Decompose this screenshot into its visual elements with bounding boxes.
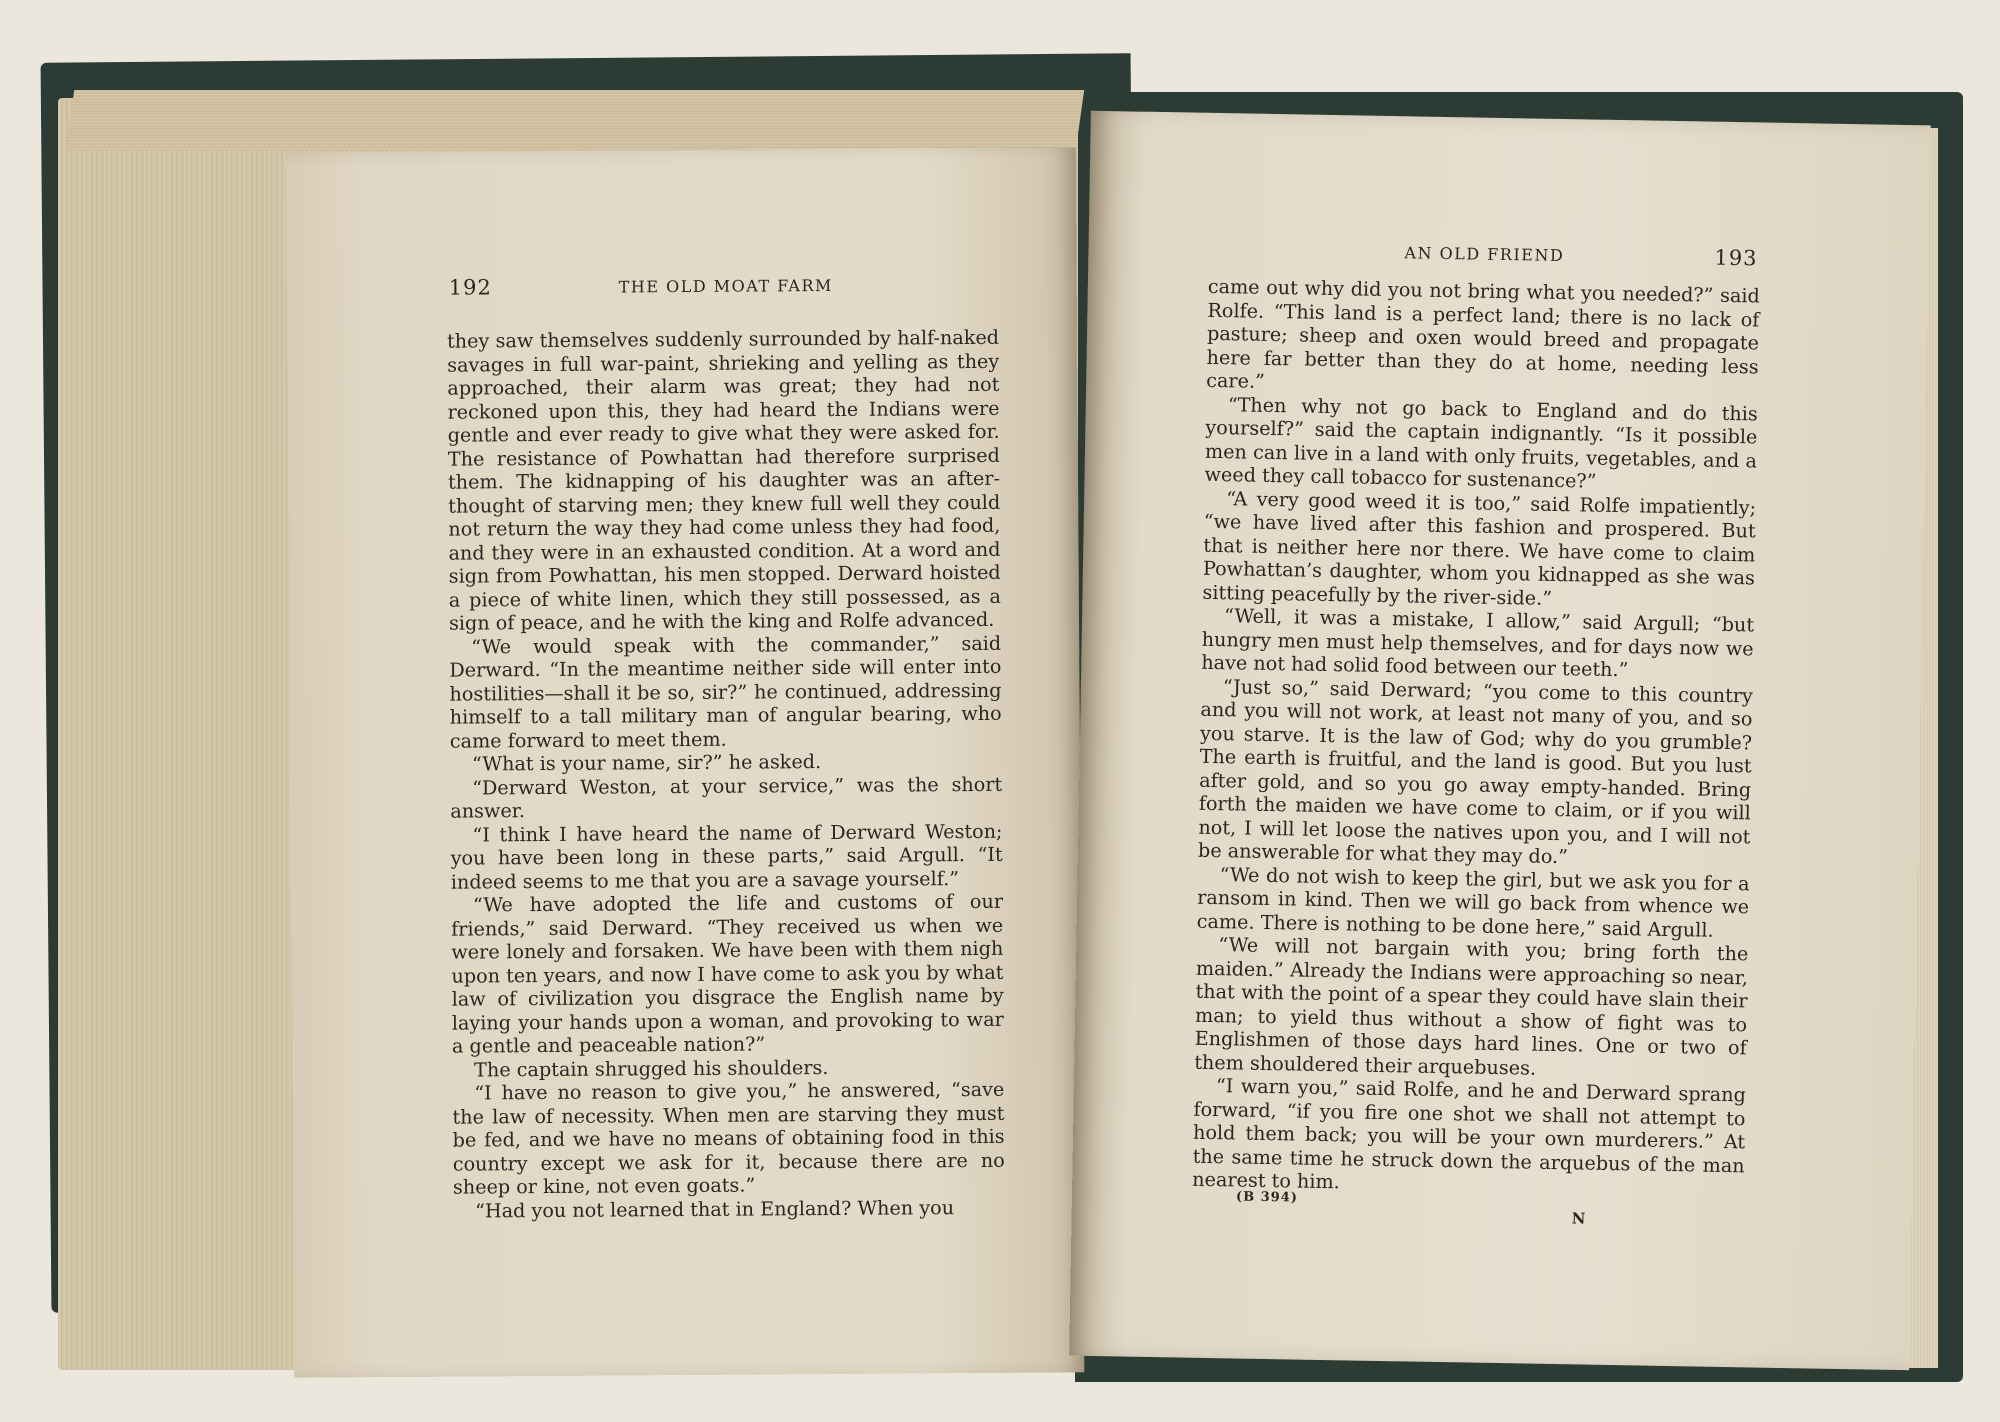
paragraph: they saw themselves suddenly surrounded by half-naked savages in full war-paint, shrieking and yelling as they approached, their alarm was great; they had not reckoned upon this, they had heard the Indians were gentle and ever ready to give what they were asked for. The resistance of Powhattan had therefore surprised them. The kidnapping of his daughter was an after-thought of starving men; they knew full well they could not return the way they had come unless they had food, and they were in an exhausted condition. At a word and sign from Powhattan, his men stopped. Derward hoisted a piece of white linen, which they still possessed, as a sign of peace, and he with the king and Rolfe advanced.	[446, 325, 1001, 635]
paragraph: “What is your name, sir?” he asked.	[471, 750, 822, 776]
paragraph: “Just so,” said Derward; “you come to this country and you will not work, at least not many of you, and so you starve. It is the law of God; why do you grumble? The earth is fruitful, and the land is good. But you lust after gold, and so you go away empty-handed. Bring forth the maiden we have come to claim, or if you will not, I will let loose the natives upon you, and I will not be answerable for what they may do.”	[1197, 674, 1754, 869]
sheet-mark: N	[1571, 1209, 1587, 1228]
paragraph: “I think I have heard the name of Derward Weston; you have been long in these parts,” said Argull. “It indeed seems to me that you are a savage yourself.”	[450, 819, 1003, 894]
right-page-text	[1192, 275, 1760, 1201]
paragraph: “Then why not go back to England and do this yourself?” said the captain indignantly. “Is it possible men can live in a land with only fruits, vegetables, and a weed they call tobacco for sustenance?”	[1204, 392, 1758, 493]
right-page-header	[1088, 235, 1928, 280]
page-number: 193	[1714, 245, 1758, 271]
paragraph: “Derward Weston, at your service,” was the short answer.	[450, 772, 1003, 823]
left-page-text	[447, 326, 1005, 1223]
paragraph: “I warn you,” said Rolfe, and he and Derward sprang forward, “if you fire one shot we shall not attempt to hold them back; you will be your own murderers.” At the same time he struck down the arquebus of the man nearest to him.	[1192, 1074, 1747, 1194]
page-edges-top	[66, 90, 1084, 150]
paragraph: “Well, it was a mistake, I allow,” said Argull; “but hungry men must help themselves, and for days now we have not had solid food between our teeth.”	[1201, 604, 1755, 682]
right-page	[1069, 111, 1931, 1370]
paragraph: “We will not bargain with you; bring forth the maiden.” Already the Indians were approaching so near, that with the point of a spear they could have slain their man; to yield thus without a show of fight was to Englishmen of those days hard lines. One or two of them shouldered their arquebuses.	[1194, 933, 1749, 1080]
page-number: 192	[448, 275, 492, 300]
running-head: AN OLD FRIEND	[1404, 243, 1565, 266]
paragraph: “We have adopted the life and customs of our friends,” said Derward. “They received us when we were lonely and forsaken. We have been with them nigh upon ten years, and now I have come to ask you by what law of civilization you disgrace the English name by laying your hands upon a woman, and provoking to war a gentle and peaceable nation?”	[451, 889, 1004, 1058]
paragraph: “We do not wish to keep the girl, but we ask you for a ransom in kind. Then we will go back from whence we came. There is nothing to be done here,” said Argull.	[1196, 862, 1750, 942]
left-page	[286, 147, 1085, 1377]
paragraph: “A very good weed it is too,” said Rolfe impatiently; “we have lived after this fashion and prospered. But that is neither here nor there. We have come to claim Powhattan’s daughter, whom you kidnapped as she was sitting peacefully by the river-side.”	[1202, 486, 1757, 610]
paragraph: The captain shrugged his shoulders.	[474, 1055, 829, 1081]
paragraph: “I have no reason to give you,” he answered, “save the law of necessity. When men are starving they must be fed, and we have no means of obtaining food in this country except we ask for it, because there are no sheep or kine, not even goats.”	[452, 1077, 1005, 1199]
paragraph: “Had you not learned that in England? When you	[475, 1195, 955, 1222]
printer-signature: (B 394)	[1235, 1189, 1299, 1206]
left-page-header	[287, 271, 1077, 307]
paragraph: “We would speak with the commander,” said Derward. “In the meantime neither side will enter into hostilities—shall it be so, sir?” he continued, addressing himself to a tall military man of angular bearing, who came forward to meet them.	[449, 631, 1002, 753]
paragraph: came out why did you not bring what you needed?” said Rolfe. “This land is a perfect land; there is no lack of pasture; sheep and oxen would breed and propagate here far better than they do at home, needing less care.”	[1206, 274, 1760, 393]
running-head: THE OLD MOAT FARM	[618, 275, 833, 297]
